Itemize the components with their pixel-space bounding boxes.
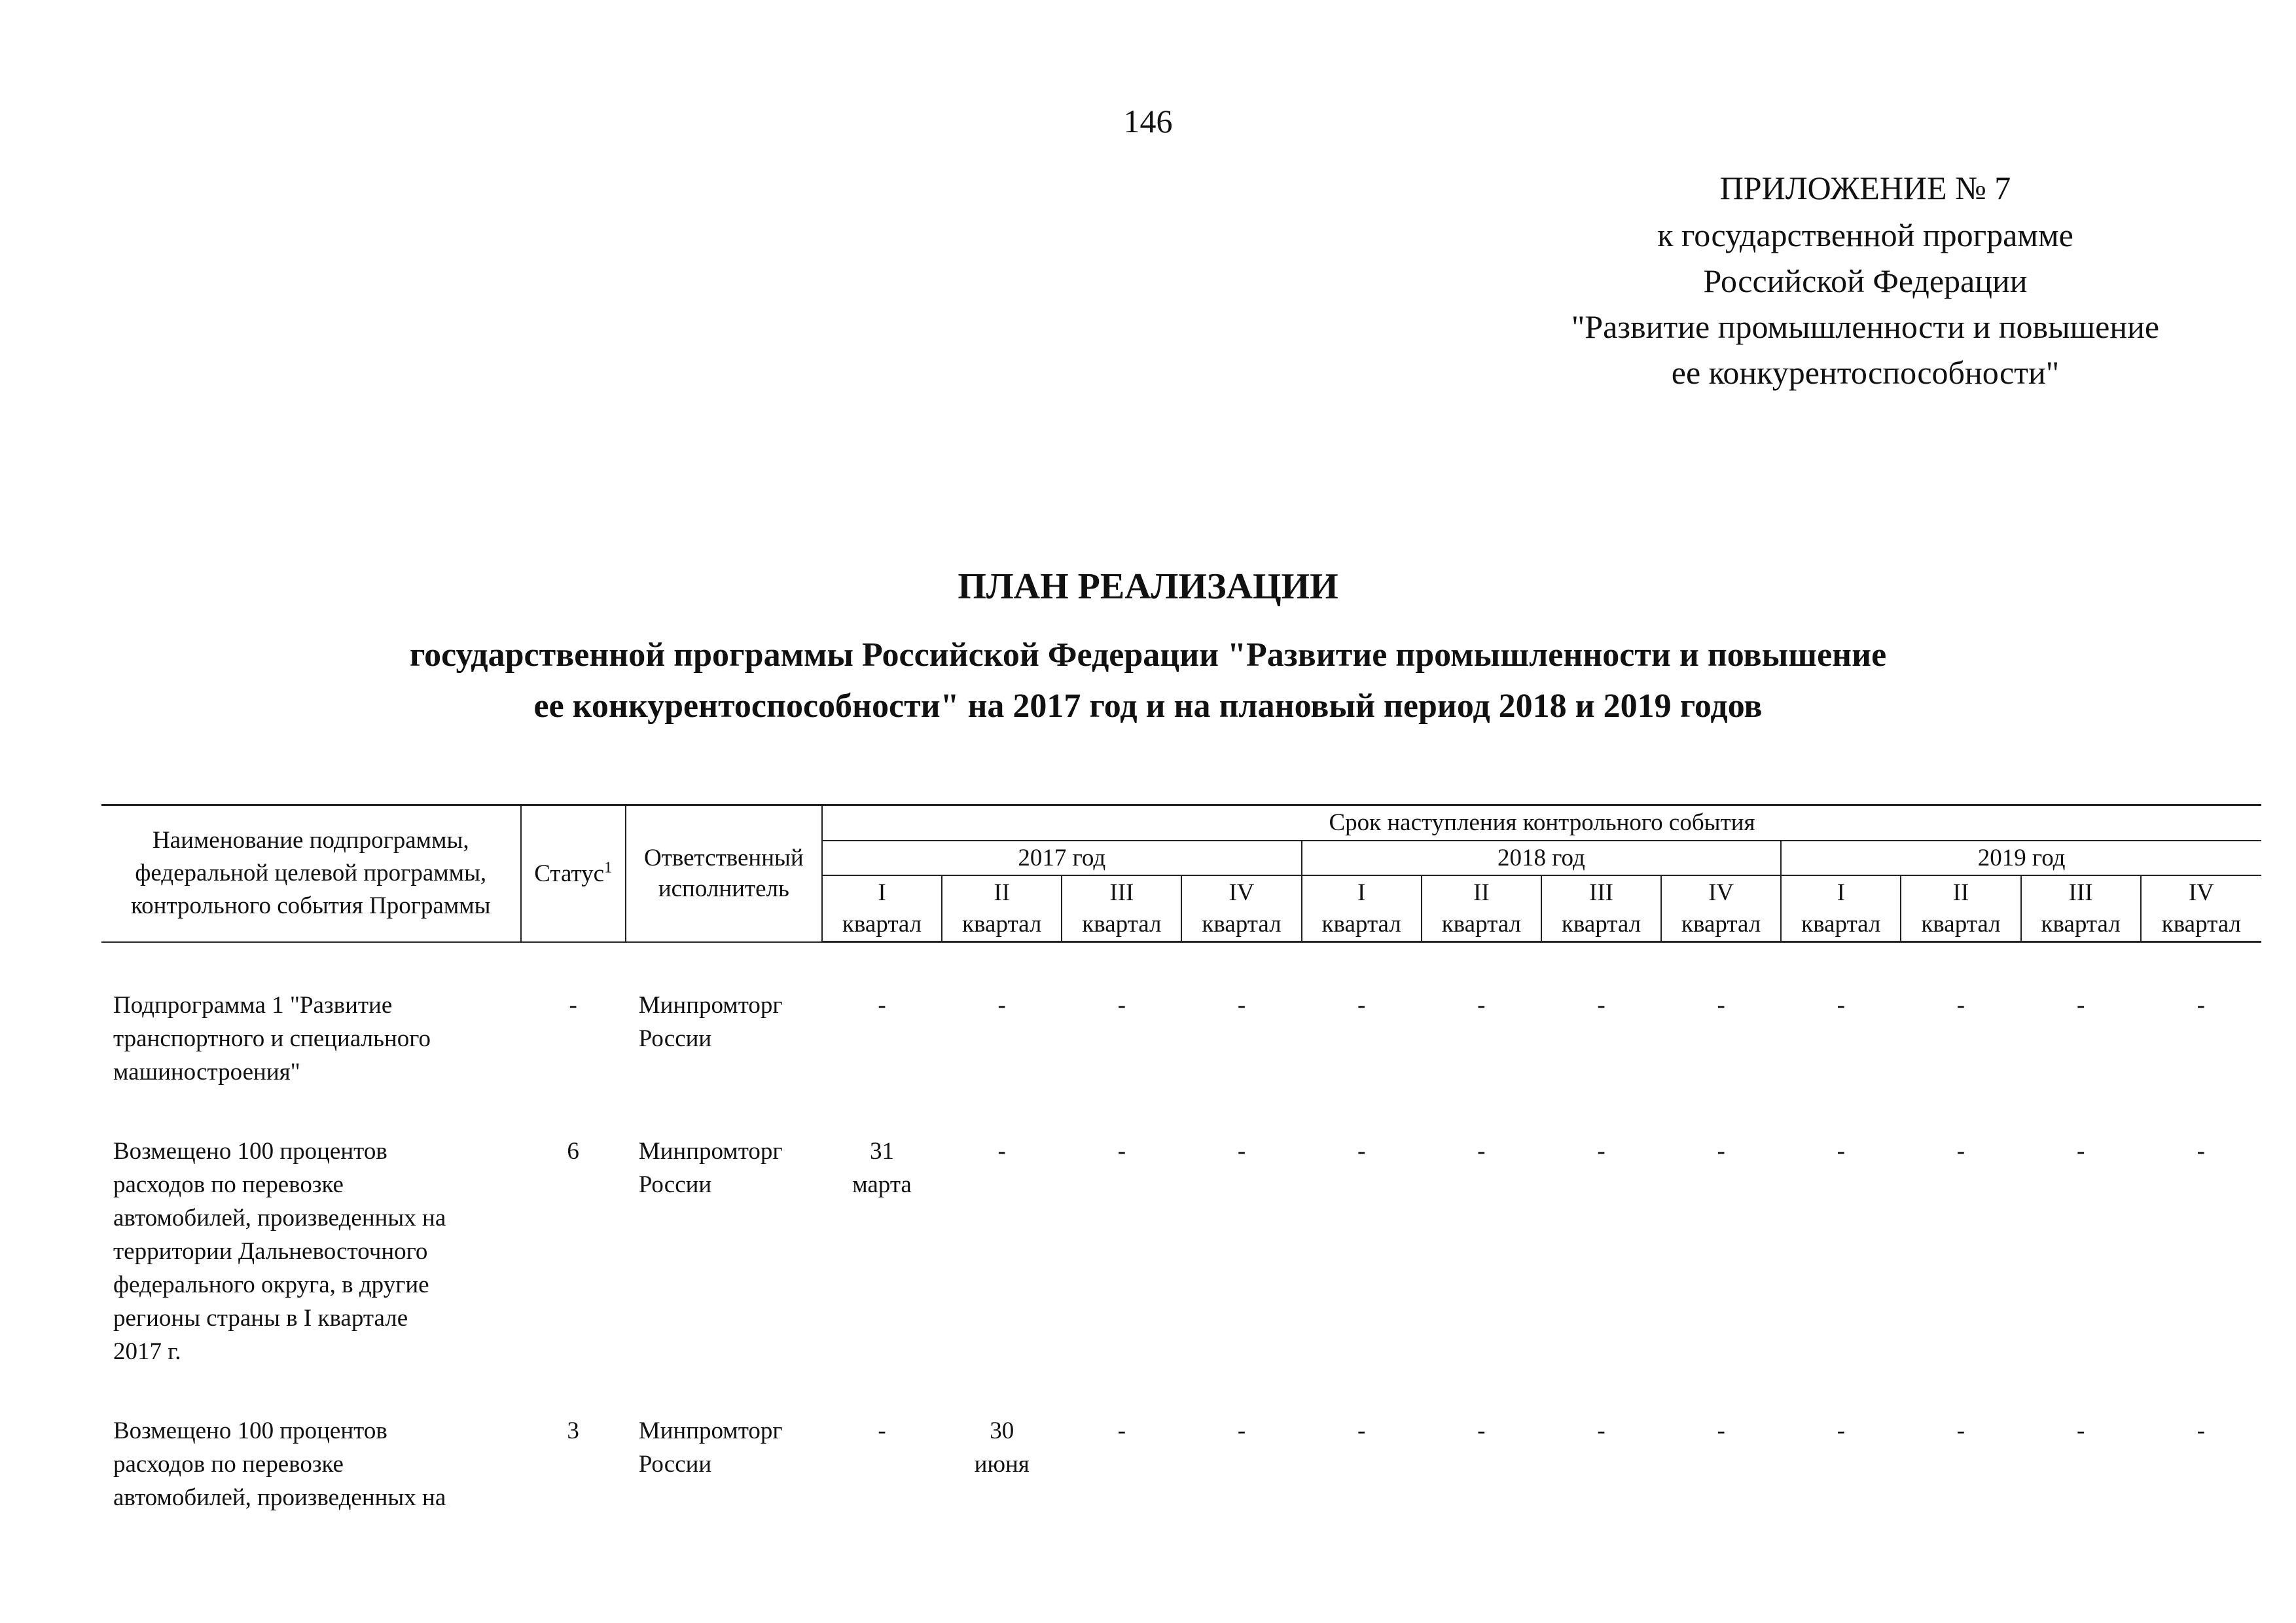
deadline-value: 30: [990, 1417, 1014, 1445]
header-executor: [626, 805, 822, 942]
table-header: [101, 805, 2261, 942]
deadline-value: -: [2197, 1138, 2205, 1165]
deadline-value: -: [1477, 1417, 1486, 1445]
deadline-cell: [2021, 1135, 2141, 1368]
status-footnote-mark: 1: [604, 859, 613, 877]
deadline-cell: [1302, 989, 1422, 1089]
event-name-line: федерального округа, в другие: [113, 1271, 429, 1299]
table-row: [101, 1414, 2261, 1514]
deadline-cell: [1541, 989, 1661, 1089]
deadline-cell: [1901, 1414, 2020, 1514]
subtitle-line: ее конкурентоспособности" на 2017 год и на плановый период 2018 и 2019 годов: [533, 687, 1763, 725]
event-name-line: расходов по перевозке: [113, 1171, 344, 1199]
quarter-number: II: [994, 879, 1011, 907]
deadline-value: -: [878, 1417, 886, 1445]
deadline-cell: [1422, 989, 1541, 1089]
header-quarter: [2021, 875, 2141, 941]
deadline-cell: [2141, 1135, 2261, 1368]
quarter-number: IV: [1708, 879, 1734, 907]
event-name-line: транспортного и специального: [113, 1025, 431, 1053]
subtitle-line: государственной программы Российской Федерации "Развитие промышленности и повышение: [409, 636, 1887, 674]
header-quarter: [1901, 875, 2020, 941]
deadline-value: -: [1597, 1138, 1605, 1165]
header-year-2019: 2019 год: [1781, 841, 2261, 875]
deadline-cell: [822, 989, 942, 1089]
deadline-cell: [942, 1414, 1062, 1514]
deadline-cell: [1541, 1135, 1661, 1368]
deadline-cell: [1781, 1135, 1901, 1368]
document-title: ПЛАН РЕАЛИЗАЦИИ: [958, 566, 1338, 607]
deadline-cell: [822, 1414, 942, 1514]
event-name-line: 2017 г.: [113, 1338, 181, 1366]
table-body: [101, 942, 2261, 1515]
deadline-value: -: [997, 1138, 1006, 1165]
deadline-value: -: [2197, 992, 2205, 1019]
deadline-cell: [1661, 989, 1781, 1089]
annex-line: "Развитие промышленности и повышение: [1571, 308, 2160, 345]
executor-line: Минпромторг: [638, 992, 783, 1019]
header-year-2017: 2017 год: [822, 841, 1302, 875]
deadline-value: -: [1357, 1138, 1366, 1165]
deadline-cell: [1422, 1414, 1541, 1514]
deadline-value: -: [2197, 1417, 2205, 1445]
deadline-value: марта: [852, 1171, 912, 1199]
quarter-word: квартал: [2161, 910, 2241, 938]
deadline-cell: [1062, 1135, 1181, 1368]
event-name-line: территории Дальневосточного: [113, 1238, 428, 1266]
quarter-word: квартал: [842, 910, 922, 938]
deadline-value: -: [1117, 1138, 1126, 1165]
deadline-cell: [822, 1135, 942, 1368]
executor-line: России: [638, 1025, 712, 1053]
quarter-word: квартал: [962, 910, 1042, 938]
deadline-cell: [1181, 1414, 1301, 1514]
document-subtitle: [0, 630, 2296, 732]
deadline-value: -: [1837, 1138, 1845, 1165]
header-quarter: [1181, 875, 1301, 941]
deadline-cell: [942, 1135, 1062, 1368]
deadline-value: -: [1117, 992, 1126, 1019]
executor-cell: [626, 989, 822, 1089]
quarter-word: квартал: [1681, 910, 1761, 938]
quarter-number: II: [1952, 879, 1969, 907]
annex-line: Российской Федерации: [1703, 263, 2028, 299]
header-quarter: [822, 875, 942, 941]
header-quarter: [942, 875, 1062, 941]
deadline-cell: [2021, 989, 2141, 1089]
event-name-cell: [101, 1135, 521, 1368]
quarter-word: квартал: [2041, 910, 2121, 938]
header-status-label: Статус: [534, 860, 605, 887]
annex-title: ПРИЛОЖЕНИЕ № 7: [1719, 170, 2011, 206]
quarter-number: III: [1589, 879, 1613, 907]
quarter-number: III: [1109, 879, 1134, 907]
deadline-value: -: [1956, 1417, 1965, 1445]
deadline-value: -: [2076, 1138, 2085, 1165]
deadline-cell: [1181, 989, 1301, 1089]
header-executor-line: Ответственный: [643, 844, 804, 871]
header-quarter: [1062, 875, 1181, 941]
header-name-line: Наименование подпрограммы,: [152, 827, 469, 854]
header-name-line: контрольного события Программы: [131, 892, 491, 920]
deadline-cell: [1901, 989, 2020, 1089]
header-name-line: федеральной целевой программы,: [135, 860, 487, 887]
quarter-number: IV: [2188, 879, 2214, 907]
deadline-cell: [1422, 1135, 1541, 1368]
table-row: [101, 989, 2261, 1089]
executor-line: Минпромторг: [638, 1417, 783, 1445]
quarter-number: II: [1473, 879, 1490, 907]
deadline-value: -: [1717, 1138, 1725, 1165]
quarter-number: I: [1837, 879, 1845, 907]
executor-line: России: [638, 1451, 712, 1478]
deadline-value: -: [1717, 992, 1725, 1019]
deadline-cell: [1661, 1414, 1781, 1514]
deadline-cell: [1781, 989, 1901, 1089]
quarter-word: квартал: [1561, 910, 1641, 938]
table-row: [101, 1135, 2261, 1368]
header-name: [101, 805, 521, 942]
deadline-value: -: [1956, 992, 1965, 1019]
deadline-value: -: [1477, 1138, 1486, 1165]
deadline-value: -: [1357, 992, 1366, 1019]
deadline-cell: [1302, 1135, 1422, 1368]
header-status: [521, 805, 626, 942]
quarter-word: квартал: [1441, 910, 1521, 938]
event-name-line: автомобилей, произведенных на: [113, 1205, 446, 1232]
annex-block: [1466, 165, 2265, 395]
quarter-number: III: [2068, 879, 2093, 907]
deadline-value: -: [1477, 992, 1486, 1019]
deadline-value: 31: [870, 1138, 895, 1165]
annex-line: ее конкурентоспособности": [1671, 354, 2060, 391]
header-quarter: [1302, 875, 1422, 941]
event-name-line: регионы страны в I квартале: [113, 1305, 408, 1332]
event-name-line: расходов по перевозке: [113, 1451, 344, 1478]
executor-line: России: [638, 1171, 712, 1199]
deadline-value: -: [1837, 1417, 1845, 1445]
header-quarter: [1661, 875, 1781, 941]
event-name-line: автомобилей, произведенных на: [113, 1484, 446, 1512]
deadline-cell: [2021, 1414, 2141, 1514]
status-cell: 6: [567, 1138, 579, 1165]
deadline-value: -: [1597, 992, 1605, 1019]
header-quarter: [2141, 875, 2261, 941]
header-executor-line: исполнитель: [658, 875, 789, 903]
executor-cell: [626, 1135, 822, 1368]
deadline-value: -: [1117, 1417, 1126, 1445]
deadline-cell: [1062, 1414, 1181, 1514]
quarter-word: квартал: [1801, 910, 1881, 938]
deadline-value: июня: [974, 1451, 1030, 1478]
event-name-line: машиностроения": [113, 1059, 300, 1086]
implementation-plan-table: [101, 804, 2261, 1514]
quarter-word: квартал: [1202, 910, 1282, 938]
deadline-cell: [1541, 1414, 1661, 1514]
deadline-value: -: [2076, 1417, 2085, 1445]
event-name-cell: [101, 1414, 521, 1514]
deadline-cell: [942, 989, 1062, 1089]
status-cell: -: [569, 992, 577, 1019]
deadline-value: -: [1237, 1417, 1246, 1445]
annex-line: к государственной программе: [1657, 217, 2073, 253]
quarter-number: IV: [1229, 879, 1255, 907]
status-cell: 3: [567, 1417, 579, 1445]
deadline-value: -: [1597, 1417, 1605, 1445]
deadline-cell: [1661, 1135, 1781, 1368]
deadline-cell: [1181, 1135, 1301, 1368]
event-name-line: Возмещено 100 процентов: [113, 1138, 387, 1165]
deadline-value: -: [2076, 992, 2085, 1019]
quarter-word: квартал: [1921, 910, 2001, 938]
executor-cell: [626, 1414, 822, 1514]
page-number: 146: [1123, 103, 1173, 139]
deadline-value: -: [1956, 1138, 1965, 1165]
deadline-value: -: [1717, 1417, 1725, 1445]
deadline-cell: [1781, 1414, 1901, 1514]
header-year-2018: 2018 год: [1302, 841, 1782, 875]
deadline-value: -: [1357, 1417, 1366, 1445]
deadline-value: -: [1237, 992, 1246, 1019]
quarter-word: квартал: [1082, 910, 1162, 938]
header-quarter: [1422, 875, 1541, 941]
deadline-cell: [1901, 1135, 2020, 1368]
quarter-word: квартал: [1321, 910, 1401, 938]
deadline-cell: [1062, 989, 1181, 1089]
header-quarter: [1781, 875, 1901, 941]
header-deadline-group: Срок наступления контрольного события: [822, 805, 2261, 841]
deadline-value: -: [878, 992, 886, 1019]
quarter-number: I: [1357, 879, 1366, 907]
header-quarter: [1541, 875, 1661, 941]
event-name-line: Подпрограмма 1 "Развитие: [113, 992, 393, 1019]
deadline-cell: [2141, 1414, 2261, 1514]
deadline-value: -: [1237, 1138, 1246, 1165]
deadline-cell: [2141, 989, 2261, 1089]
event-name-cell: [101, 989, 521, 1089]
deadline-value: -: [1837, 992, 1845, 1019]
deadline-value: -: [997, 992, 1006, 1019]
deadline-cell: [1302, 1414, 1422, 1514]
event-name-line: Возмещено 100 процентов: [113, 1417, 387, 1445]
quarter-number: I: [878, 879, 886, 907]
executor-line: Минпромторг: [638, 1138, 783, 1165]
